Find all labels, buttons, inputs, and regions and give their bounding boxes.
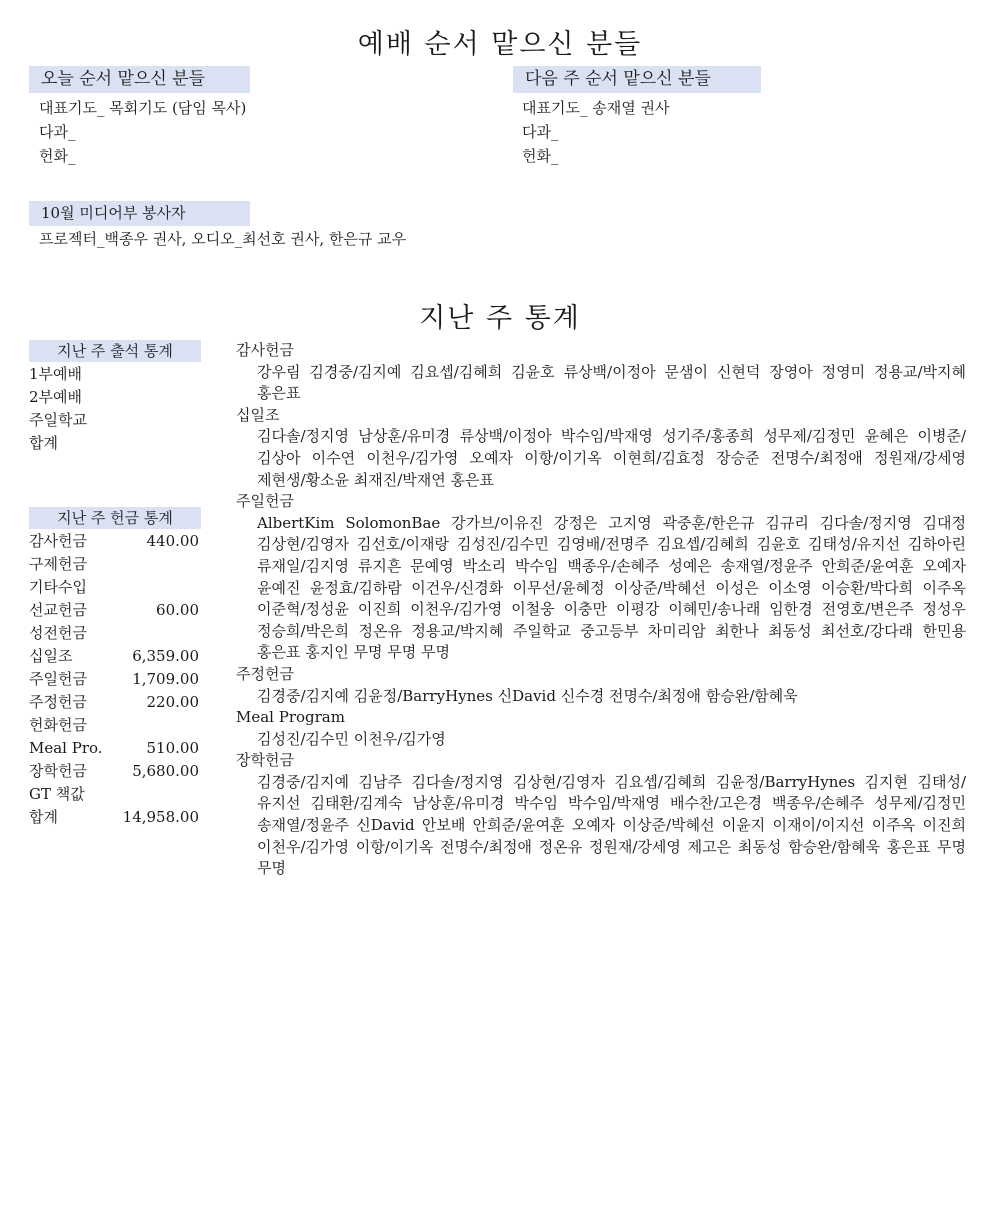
offering-label: 기타수입: [29, 578, 87, 596]
donor-names: 김경중/김지예 김남주 김다솔/정지영 김상현/김영자 김요셉/김혜희 김윤정/BarryHynes 김지현 김태성/유지선 김태환/김계숙 남상훈/유미경 박수임 박수임/박재영 배수찬/고은경 백종우/손혜주 성무제/김정민 송재열/정윤주 신David 안보배 안희준/윤여훈 오예자 이상준/박혜선 이윤지 이재이/이지선 이주옥 이진희 이천우/김가영 이항/이기옥 전명수/최정애 정온유 정원재/강세영 제고은 최동성 함승완/함혜욱 홍은표 무명 무명: [257, 772, 966, 878]
offering-row: [29, 737, 199, 759]
donor-names: 김다솔/정지영 남상훈/유미경 류상백/이정아 박수임/박재영 성기주/홍종희 성무제/김정민 윤혜은 이병준/김상아 이수연 이천우/김가영 오예자 이항/이기옥 이현희/김효정 장승준 전명수/최정애 정원재/강세영 제현생/황소윤 최재진/박재연 홍은표: [257, 427, 966, 489]
offering-value: 1,709.00: [132, 670, 199, 688]
attendance-row: [29, 363, 199, 385]
next-prayer-line: 대표기도_ 송재열 권사: [522, 99, 670, 117]
donor-names: 김경중/김지예 김윤정/BarryHynes 신David 신수경 전명수/최정애 함승완/함혜욱: [257, 686, 798, 705]
offering-row: [29, 806, 199, 828]
donor-names: 김성진/김수민 이천우/김가영: [257, 729, 446, 748]
donor-section: [236, 707, 966, 750]
donor-section: [236, 405, 966, 491]
offering-label: 장학헌금: [29, 762, 87, 780]
media-volunteers-line: 프로젝터_백종우 권사, 오디오_최선호 권사, 한은규 교우: [39, 230, 407, 248]
offering-row: [29, 645, 199, 667]
offering-value: 220.00: [146, 693, 199, 711]
offering-row: [29, 760, 199, 782]
attendance-row: [29, 409, 199, 431]
offering-label: 십일조: [29, 647, 73, 665]
offering-label: 합계: [29, 808, 58, 826]
attendance-label: 합계: [29, 434, 58, 452]
offering-value: 14,958.00: [122, 808, 199, 826]
offering-row: [29, 668, 199, 690]
offering-value: 6,359.00: [132, 647, 199, 665]
donor-category: 감사헌금: [236, 341, 294, 359]
stats-title: 지난 주 통계: [419, 303, 581, 334]
donor-section: [236, 491, 966, 664]
offering-value: 440.00: [146, 532, 199, 550]
attendance-label: 1부예배: [29, 365, 83, 383]
next-refreshment-line: 다과_: [522, 123, 559, 141]
offering-value: 510.00: [146, 739, 199, 757]
offering-label: Meal Pro.: [29, 739, 103, 757]
offering-label: 주정헌금: [29, 693, 87, 711]
today-servers-header: 오늘 순서 맡으신 분들: [29, 66, 250, 93]
offering-row: [29, 622, 199, 644]
next-week-servers-list: [522, 96, 669, 168]
offering-row: [29, 553, 199, 575]
donor-section: [236, 340, 966, 405]
attendance-label: 주일학교: [29, 411, 87, 429]
offering-row: [29, 576, 199, 598]
offering-value: 60.00: [156, 601, 199, 619]
today-prayer-line: 대표기도_ 목회기도 (담임 목사): [39, 99, 247, 117]
today-flower-line: 헌화_: [39, 147, 76, 165]
donor-section: [236, 750, 966, 880]
donor-names: AlbertKim SolomonBae 강가브/이유진 강정은 고지영 곽중훈/한은규 김규리 김다솔/정지영 김대정 김상현/김영자 김선호/이재랑 김성진/김수민 김영배/전명주 김요셉/김혜희 김윤호 김태성/유지선 김하아린 류재일/김지영 류지흔 문예영 박소리 박수임 백종우/손혜주 성예은 송재열/정윤주 안희준/윤여훈 오예자 윤예진 윤정효/김하람 이건우/신경화 이무선/윤혜정 이상준/박혜선 이성은 이소영 이승환/박다희 이주옥 이준혁/정성윤 이진희 이천우/김가영 이철웅 이충만 이평강 이혜민/송나래 임한경 전영호/변은주 정성우 정승희/박은희 정온유 정용교/박지혜 주일학교 중고등부 차미리암 최한나 최동성 최선호/강다래 한민용 홍은표 홍지인 무명 무명 무명: [257, 513, 966, 662]
donor-section: [236, 664, 966, 707]
offering-header: 지난 주 헌금 통계: [29, 507, 201, 529]
offering-label: 선교헌금: [29, 601, 87, 619]
today-servers-list: [39, 96, 246, 168]
media-volunteers-header: 10월 미디어부 봉사자: [29, 201, 250, 226]
donor-category: Meal Program: [236, 708, 345, 727]
offering-value: 5,680.00: [132, 762, 199, 780]
page-title: 예배 순서 맡으신 분들: [357, 29, 643, 60]
donor-category: 십일조: [236, 405, 280, 424]
attendance-row: [29, 432, 199, 454]
offering-row: [29, 783, 199, 805]
offering-row: [29, 714, 199, 736]
offering-label: 성전헌금: [29, 624, 87, 642]
offering-label: GT 책값: [29, 785, 85, 803]
offering-label: 헌화헌금: [29, 716, 87, 734]
offering-row: [29, 691, 199, 713]
next-flower-line: 헌화_: [522, 147, 559, 165]
donor-lists: [236, 340, 966, 880]
attendance-header: 지난 주 출석 통계: [29, 340, 201, 362]
today-refreshment-line: 다과_: [39, 123, 76, 141]
donor-names: 강우림 김경중/김지예 김요셉/김혜희 김윤호 류상백/이정아 문샘이 신현덕 장영아 정영미 정용교/박지혜 홍은표: [257, 362, 966, 403]
offering-label: 구제헌금: [29, 555, 87, 573]
attendance-row: [29, 386, 199, 408]
offering-label: 감사헌금: [29, 532, 87, 550]
offering-label: 주일헌금: [29, 670, 87, 688]
attendance-label: 2부예배: [29, 388, 83, 406]
offering-row: [29, 599, 199, 621]
donor-category: 주정헌금: [236, 664, 294, 683]
donor-category: 장학헌금: [236, 751, 294, 770]
donor-category: 주일헌금: [236, 492, 294, 511]
next-week-servers-header: 다음 주 순서 맡으신 분들: [513, 66, 761, 93]
offering-row: [29, 530, 199, 552]
